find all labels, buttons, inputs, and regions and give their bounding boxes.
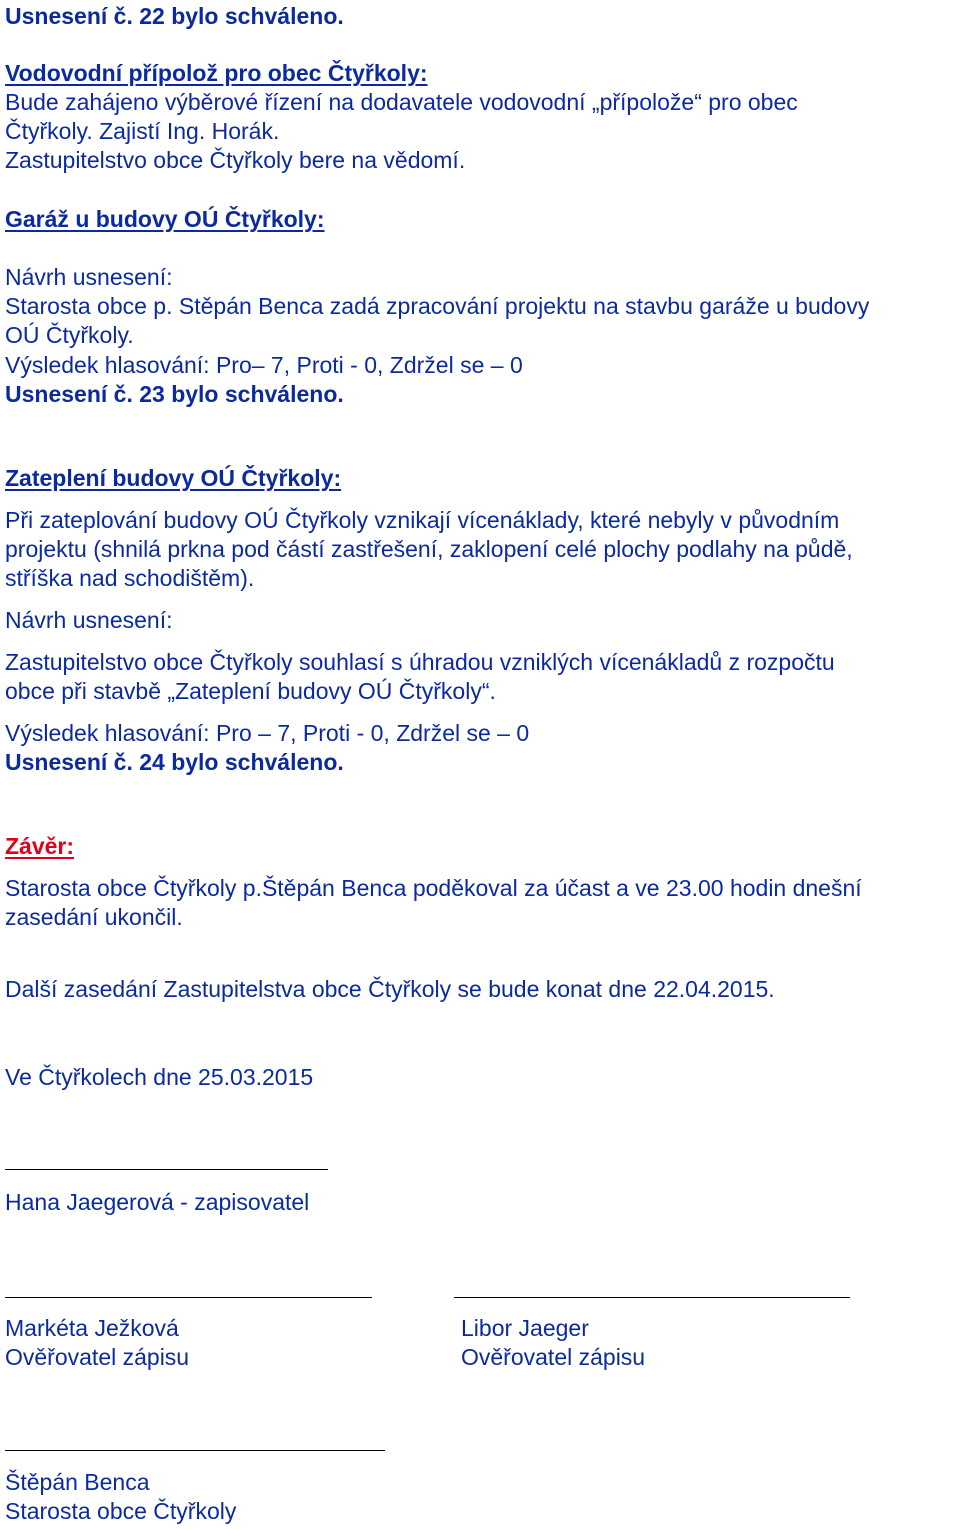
garage-resolution: Usnesení č. 23 bylo schváleno. xyxy=(5,381,344,407)
place-date: Ve Čtyřkolech dne 25.03.2015 xyxy=(5,1064,314,1090)
recorder-signature-line xyxy=(5,1169,328,1170)
verifier1-name: Markéta Ježková xyxy=(5,1315,179,1341)
mayor-signature-line xyxy=(5,1450,385,1451)
recorder-name: Hana Jaegerová - zapisovatel xyxy=(5,1189,310,1215)
verifier2-role: Ověřovatel zápisu xyxy=(461,1344,646,1370)
insulation-text-line2: projektu (shnilá prkna pod částí zastřešení, zaklopení celé plochy podlahy na půdě, xyxy=(5,536,853,562)
next-meeting: Další zasedání Zastupitelstva obce Čtyřkoly se bude konat dne 22.04.2015. xyxy=(5,976,775,1002)
garage-text-line1: Starosta obce p. Stěpán Benca zadá zpracování projektu na stavbu garáže u budovy xyxy=(5,293,870,319)
resolution-22: Usnesení č. 22 bylo schváleno. xyxy=(5,3,344,29)
conclusion-text-line2: zasedání ukončil. xyxy=(5,904,183,930)
water-text-line3: Zastupitelstvo obce Čtyřkoly bere na vědomí. xyxy=(5,147,466,173)
water-text-line1: Bude zahájeno výběrové řízení na dodavatele vodovodní „přípolože“ pro obec xyxy=(5,89,798,115)
insulation-proposal-label: Návrh usnesení: xyxy=(5,607,173,633)
insulation-text-line1: Při zateplování budovy OÚ Čtyřkoly vznikají vícenáklady, které nebyly v původním xyxy=(5,507,840,533)
verifier1-signature-line xyxy=(5,1297,372,1298)
garage-proposal-label: Návrh usnesení: xyxy=(5,264,173,290)
water-heading: Vodovodní přípolož pro obec Čtyřkoly: xyxy=(5,60,428,86)
water-text-line2: Čtyřkoly. Zajistí Ing. Horák. xyxy=(5,118,280,144)
verifier2-signature-line xyxy=(454,1297,850,1298)
conclusion-text-line1: Starosta obce Čtyřkoly p.Štěpán Benca poděkoval za účast a ve 23.00 hodin dnešní xyxy=(5,875,862,901)
verifier1-role: Ověřovatel zápisu xyxy=(5,1344,190,1370)
garage-heading: Garáž u budovy OÚ Čtyřkoly: xyxy=(5,206,325,232)
insulation-resolution: Usnesení č. 24 bylo schváleno. xyxy=(5,749,344,775)
garage-vote: Výsledek hlasování: Pro– 7, Proti - 0, Zdržel se – 0 xyxy=(5,352,523,378)
verifier2-name: Libor Jaeger xyxy=(461,1315,589,1341)
insulation-text-line3: stříška nad schodištěm). xyxy=(5,565,255,591)
insulation-proposal-line2: obce při stavbě „Zateplení budovy OÚ Čtyřkoly“. xyxy=(5,678,496,704)
garage-text-line2: OÚ Čtyřkoly. xyxy=(5,322,134,348)
conclusion-heading: Závěr: xyxy=(5,833,75,859)
insulation-vote: Výsledek hlasování: Pro – 7, Proti - 0, Zdržel se – 0 xyxy=(5,720,530,746)
mayor-name: Štěpán Benca xyxy=(5,1469,150,1495)
insulation-proposal-line1: Zastupitelstvo obce Čtyřkoly souhlasí s úhradou vzniklých vícenákladů z rozpočtu xyxy=(5,649,835,675)
insulation-heading: Zateplení budovy OÚ Čtyřkoly: xyxy=(5,465,342,491)
mayor-role: Starosta obce Čtyřkoly xyxy=(5,1498,237,1524)
